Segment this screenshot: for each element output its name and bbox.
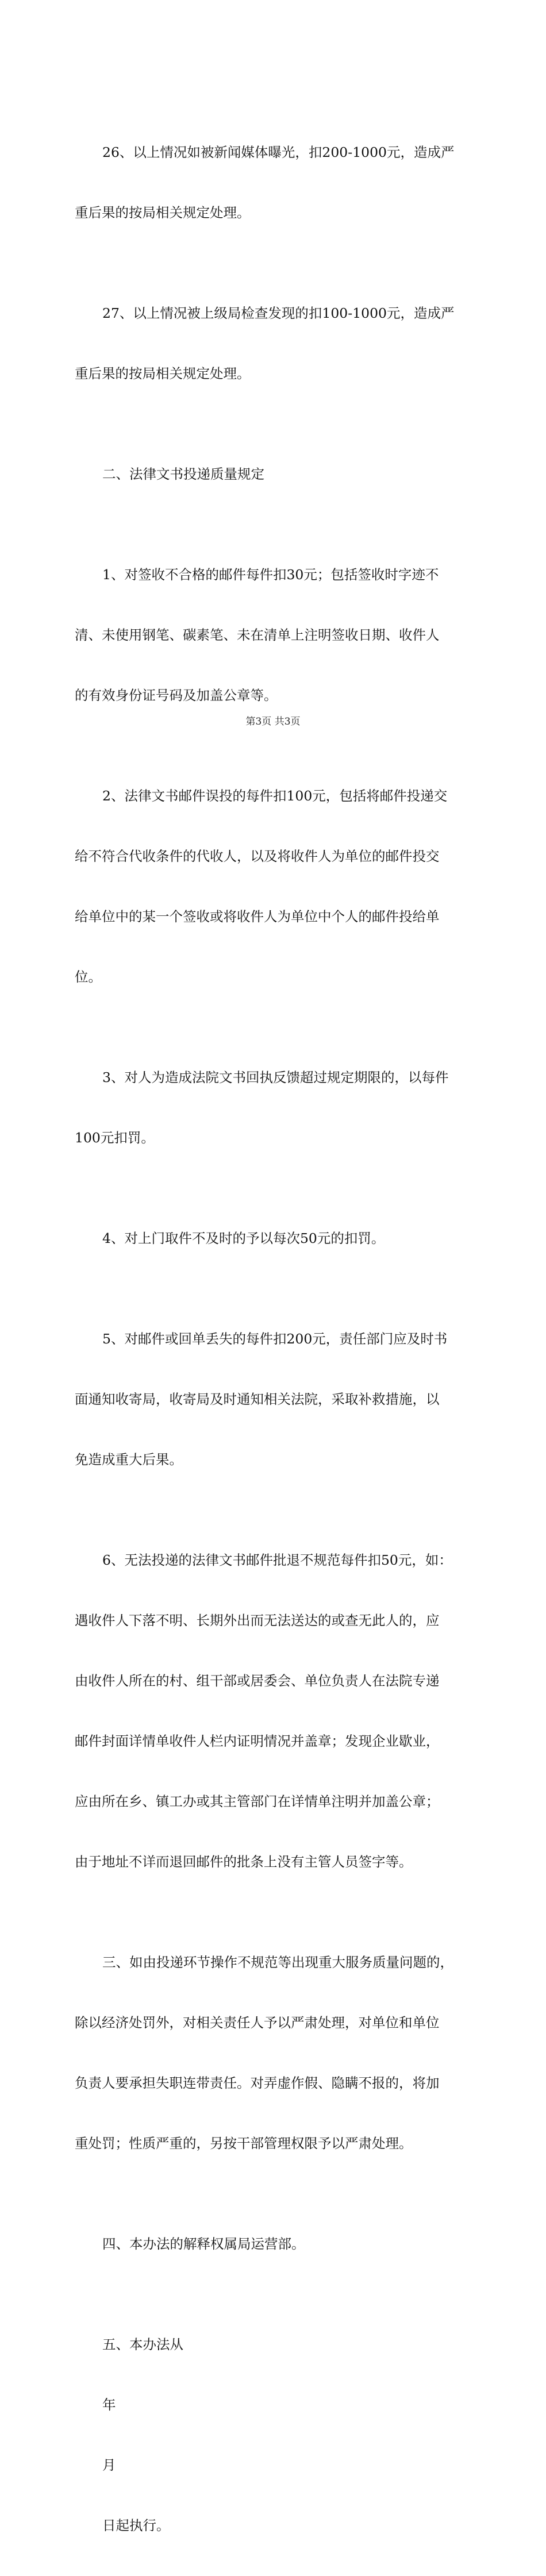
paragraph-2-4 [75, 1188, 477, 1289]
page-footer: 第3页 共3页 [245, 716, 301, 727]
text-line: 由于地址不详而退回邮件的批条上没有主管人员签字等。 [75, 1854, 413, 1870]
text-line: 面通知收寄局，收寄局及时通知相关法院，采取补救措施，以 [75, 1391, 440, 1407]
text-line: 四、本办法的解释权属局运营部。 [102, 2236, 305, 2252]
text-line: 负责人要承担失职连带责任。对弄虚作假、隐瞒不报的，将加 [75, 2075, 440, 2091]
text-line: 100元扣罚。 [75, 1130, 155, 1146]
text-line: 2、法律文书邮件误投的每件扣100元，包括将邮件投递交 [102, 788, 448, 804]
text-line: 除以经济处罚外，对相关责任人予以严肃处理，对单位和单位 [75, 2015, 440, 2031]
document-body [75, 102, 477, 2576]
text-line: 1、对签收不合格的邮件每件扣30元；包括签收时字迹不 [102, 567, 439, 583]
paragraph-27 [75, 263, 477, 424]
text-line: 由收件人所在的村、组干部或居委会、单位负责人在法院专递 [75, 1673, 440, 1689]
text-line: 三、如由投递环节操作不规范等出现重大服务质量问题的， [102, 1954, 453, 1970]
section-heading-5 [75, 2294, 477, 2576]
text-line: 二、法律文书投递质量规定 [102, 466, 264, 482]
text-line: 五、本办法从 [102, 2336, 183, 2352]
paragraph-2-5 [75, 1289, 477, 1510]
text-line: 免造成重大后果。 [75, 1451, 183, 1468]
text-line: 的有效身份证号码及加盖公章等。 [75, 687, 278, 703]
text-line: 邮件封面详情单收件人栏内证明情况并盖章；发现企业歇业， [75, 1733, 440, 1749]
text-line: 5、对邮件或回单丢失的每件扣200元，责任部门应及时书 [102, 1331, 448, 1347]
text-line: 重处罚；性质严重的，另按干部管理权限予以严肃处理。 [75, 2135, 413, 2151]
text-line: 26、以上情况如被新闻媒体曝光，扣200-1000元，造成严 [102, 144, 455, 160]
text-line: 清、未使用钢笔、碳素笔、未在清单上注明签收日期、收件人 [75, 627, 440, 643]
text-line: 年 [102, 2397, 116, 2413]
section-heading-3 [75, 1912, 477, 2194]
text-line: 重后果的按局相关规定处理。 [75, 205, 251, 221]
text-line: 应由所在乡、镇工办或其主管部门在详情单注明并加盖公章； [75, 1793, 440, 1809]
paragraph-2-2 [75, 746, 477, 1027]
text-line: 遇收件人下落不明、长期外出而无法送达的或查无此人的，应 [75, 1612, 440, 1628]
text-line: 给单位中的某一个签收或将收件人为单位中个人的邮件投给单 [75, 908, 440, 925]
paragraph-2-1 [75, 525, 477, 746]
text-line: 月 [102, 2457, 116, 2473]
text-line: 3、对人为造成法院文书回执反馈超过规定期限的，以每件 [102, 1069, 449, 1085]
text-line: 位。 [75, 969, 102, 985]
text-line: 重后果的按局相关规定处理。 [75, 365, 251, 382]
paragraph-26 [75, 102, 477, 263]
paragraph-2-6 [75, 1510, 477, 1912]
text-line: 6、无法投递的法律文书邮件批退不规范每件扣50元，如： [102, 1552, 452, 1568]
text-line: 27、以上情况被上级局检查发现的扣100-1000元，造成严 [102, 305, 455, 321]
text-line: 日起执行。 [102, 2517, 170, 2533]
text-line: 给不符合代收条件的代收人，以及将收件人为单位的邮件投交 [75, 848, 440, 864]
paragraph-2-3 [75, 1027, 477, 1188]
section-heading-2 [75, 424, 477, 525]
text-line: 4、对上门取件不及时的予以每次50元的扣罚。 [102, 1230, 385, 1246]
section-heading-4 [75, 2194, 477, 2294]
